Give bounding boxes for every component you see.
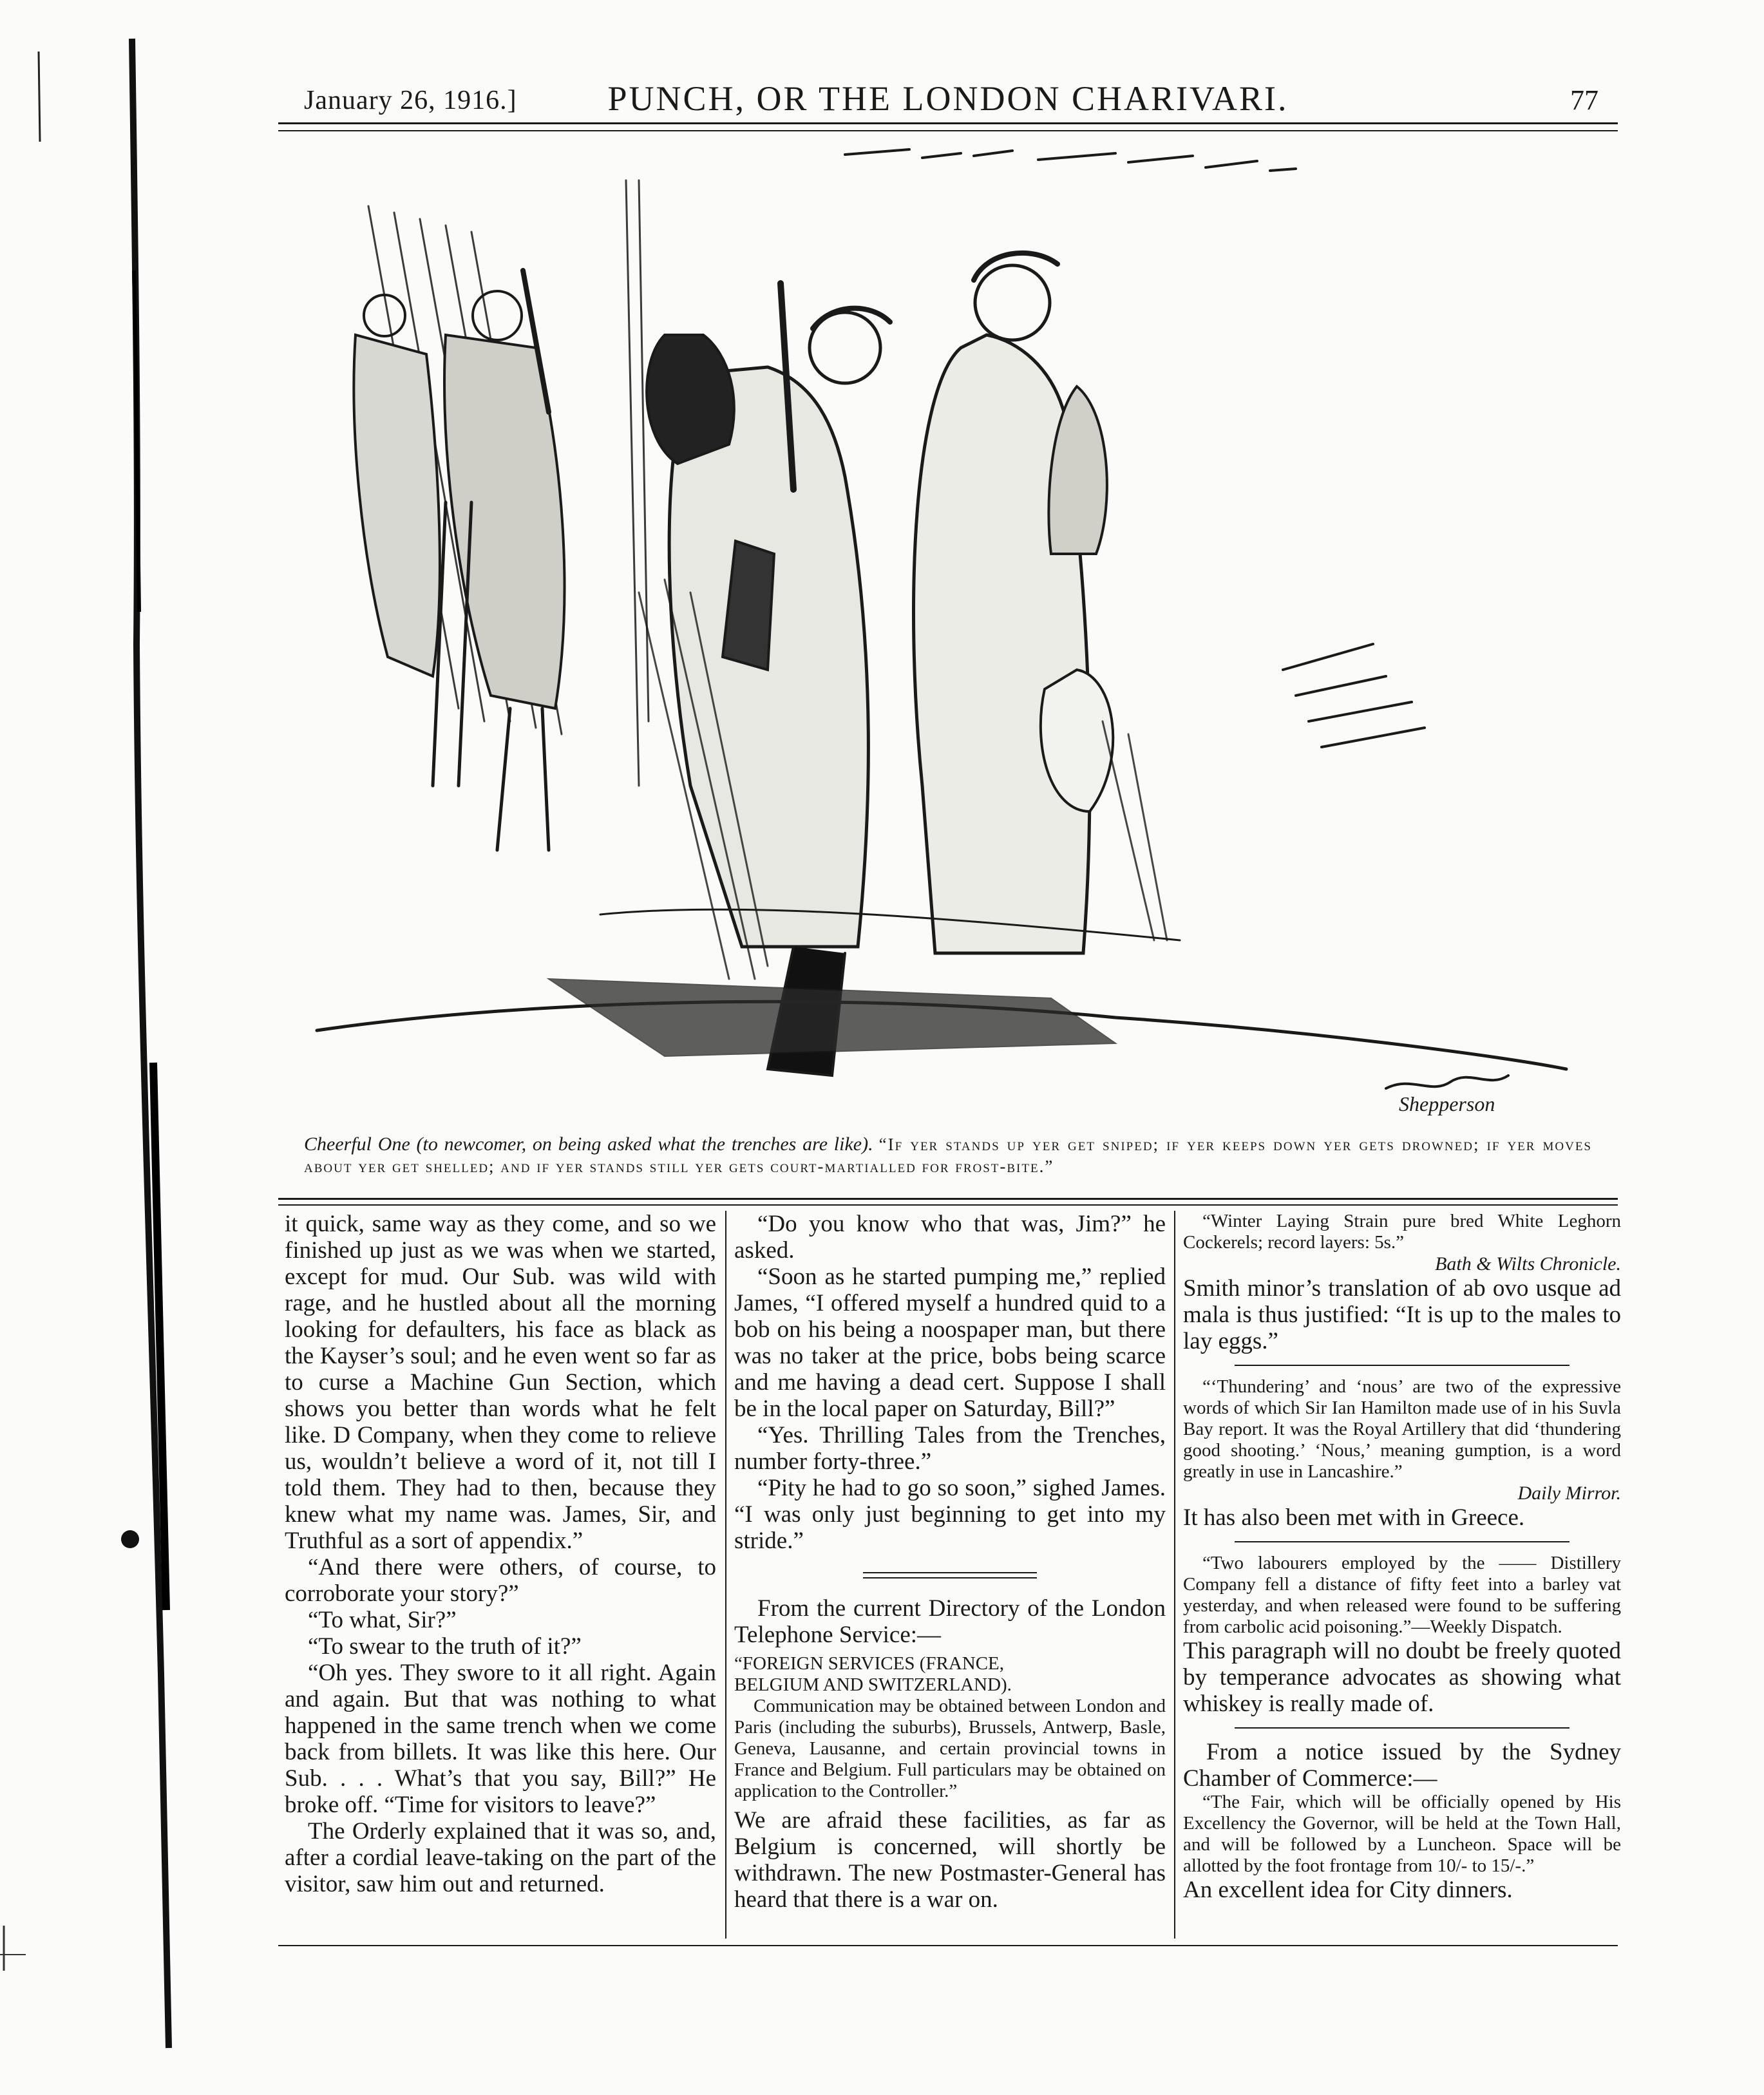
section-divider: [863, 1572, 1037, 1578]
clipping-text: “Two labourers employed by the —— Distillery Company fell a distance of fifty feet into a barley vat yesterday, and when released were found to be suffering from carbolic acid poisoning.”—Weekly Dispatch.: [1183, 1553, 1621, 1637]
notice-intro: From a notice issued by the Sydney Chamber of Commerce:—: [1183, 1739, 1621, 1792]
clipping-source: Daily Mirror.: [1517, 1483, 1621, 1504]
clipping-quote: [1183, 1792, 1621, 1877]
column-1: [285, 1211, 716, 1897]
editorial-comment: We are afraid these facilities, as far as Belgium is concerned, will shortly be withdrawn. The new Postmaster-General has heard that there is a war on.: [734, 1807, 1166, 1913]
story-paragraph: The Orderly explained that it was so, and, after a cordial leave-taking on the part of the visitor, saw him out and returned.: [285, 1818, 716, 1897]
magazine-title: PUNCH, OR THE LONDON CHARIVARI.: [607, 79, 1289, 118]
column-divider-1: [725, 1211, 726, 1939]
story-paragraph: “To swear to the truth of it?”: [308, 1633, 582, 1660]
column-2: [734, 1211, 1166, 1913]
header-rule-bottom: [278, 130, 1618, 131]
editorial-comment: This paragraph will no doubt be freely quoted by temperance advocates as showing what whiskey is really made of.: [1183, 1638, 1621, 1717]
story-paragraph: “And there were others, of course, to corroborate your story?”: [285, 1554, 716, 1607]
columns-rule-top: [278, 1198, 1618, 1200]
page-number: 77: [1570, 84, 1598, 116]
item-divider: [1235, 1365, 1570, 1366]
story-paragraph: “Oh yes. They swore to it all right. Again and again. But that was nothing to what happened in the same trench when we come back from billets. It was like this here. Our Sub. . . . What’s that you say, Bill?” He broke off. “Time for visitors to leave?”: [285, 1660, 716, 1818]
page-bottom-rule: [278, 1945, 1618, 1946]
clipping-quote: [1183, 1376, 1621, 1504]
telephone-notice: [734, 1653, 1166, 1802]
notice-heading: BELGIUM AND SWITZERLAND).: [734, 1674, 1012, 1695]
cartoon-illustration: [278, 142, 1618, 1133]
binding-edge-marks: [0, 0, 193, 2095]
story-paragraph: it quick, same way as they come, and so we finished up just as we was when we started, except for mud. Our Sub. was wild with rage, and he hustled about all the morning looking for defaulters, his face as black as the Kayser’s soul; and he even went so far as to curse a Machine Gun Section, which shows you better than words what he felt like. D Company, when they come to relieve us, wouldn’t believe a word of it, not till I told them. They had to then, because they knew what my name was. James, Sir, and Truthful as a sort of appendix.”: [285, 1211, 716, 1554]
clipping-text: “The Fair, which will be officially opened by His Excellency the Governor, will be held at the Town Hall, and will be followed by a Luncheon. Space will be allotted by the foot frontage from 10/- to 15/-.”: [1183, 1792, 1621, 1876]
notice-body: Communication may be obtained between London and Paris (including the suburbs), Brussels, Antwerp, Basle, Geneva, Lausanne, and certain provincial towns in France and Belgium. Full particulars may be obtained on application to the Controller.”: [734, 1696, 1166, 1801]
clipping-quote: [1183, 1553, 1621, 1638]
story-paragraph: “To what, Sir?”: [308, 1607, 457, 1633]
editorial-comment: It has also been met with in Greece.: [1183, 1504, 1525, 1531]
story-paragraph: “Yes. Thrilling Tales from the Trenches, number forty-three.”: [734, 1422, 1166, 1475]
editorial-comment: Smith minor’s translation of ab ovo usque ad mala is thus justified: “It is up to the males to lay eggs.”: [1183, 1275, 1621, 1354]
item-divider: [1235, 1727, 1570, 1729]
clipping-text: “‘Thundering’ and ‘nous’ are two of the expressive words of which Sir Ian Hamilton made use of in his Suvla Bay report. It was the Royal Artillery that did ‘thundering good shooting.’ ‘Nous,’ meaning gumption, is a word greatly in use in Lancashire.”: [1183, 1376, 1621, 1482]
story-paragraph: “Pity he had to go so soon,” sighed James. “I was only just beginning to get into my stride.”: [734, 1475, 1166, 1554]
story-paragraph: “Do you know who that was, Jim?” he asked.: [734, 1211, 1166, 1264]
story-paragraph: “Soon as he started pumping me,” replied James, “I offered myself a hundred quid to a bob on his being a noospaper man, but there was no taker at the price, bobs being scarce and me having a dead cert. Suppose I shall be in the local paper on Saturday, Bill?”: [734, 1264, 1166, 1422]
caption-quote: “If yer stands up yer get sniped; if yer keeps down yer gets drowned; if yer moves about yer get shelled; and if yer stands still yer gets court-martialled for frost-bite.”: [304, 1135, 1592, 1176]
issue-date: January 26, 1916.]: [304, 86, 517, 115]
clipping-source: Bath & Wilts Chronicle.: [1435, 1253, 1621, 1275]
clipping-quote: [1183, 1211, 1621, 1275]
column-divider-2: [1174, 1211, 1175, 1939]
artist-signature: Shepperson: [1399, 1092, 1495, 1115]
column-3: [1183, 1211, 1621, 1903]
telephone-intro: From the current Directory of the London Telephone Service:—: [734, 1595, 1166, 1648]
caption-speaker: Cheerful One (to newcomer, on being asked what the trenches are like).: [304, 1133, 873, 1155]
columns-rule-top-2: [278, 1204, 1618, 1206]
clipping-text: “Winter Laying Strain pure bred White Leghorn Cockerels; record layers: 5s.”: [1183, 1211, 1621, 1253]
cartoon-caption: [304, 1133, 1592, 1177]
editorial-comment: An excellent idea for City dinners.: [1183, 1877, 1513, 1903]
notice-heading: “FOREIGN SERVICES (FRANCE,: [734, 1653, 1005, 1674]
magazine-page: [265, 71, 1631, 1964]
item-divider: [1235, 1541, 1570, 1542]
header-rule-top: [278, 122, 1618, 124]
